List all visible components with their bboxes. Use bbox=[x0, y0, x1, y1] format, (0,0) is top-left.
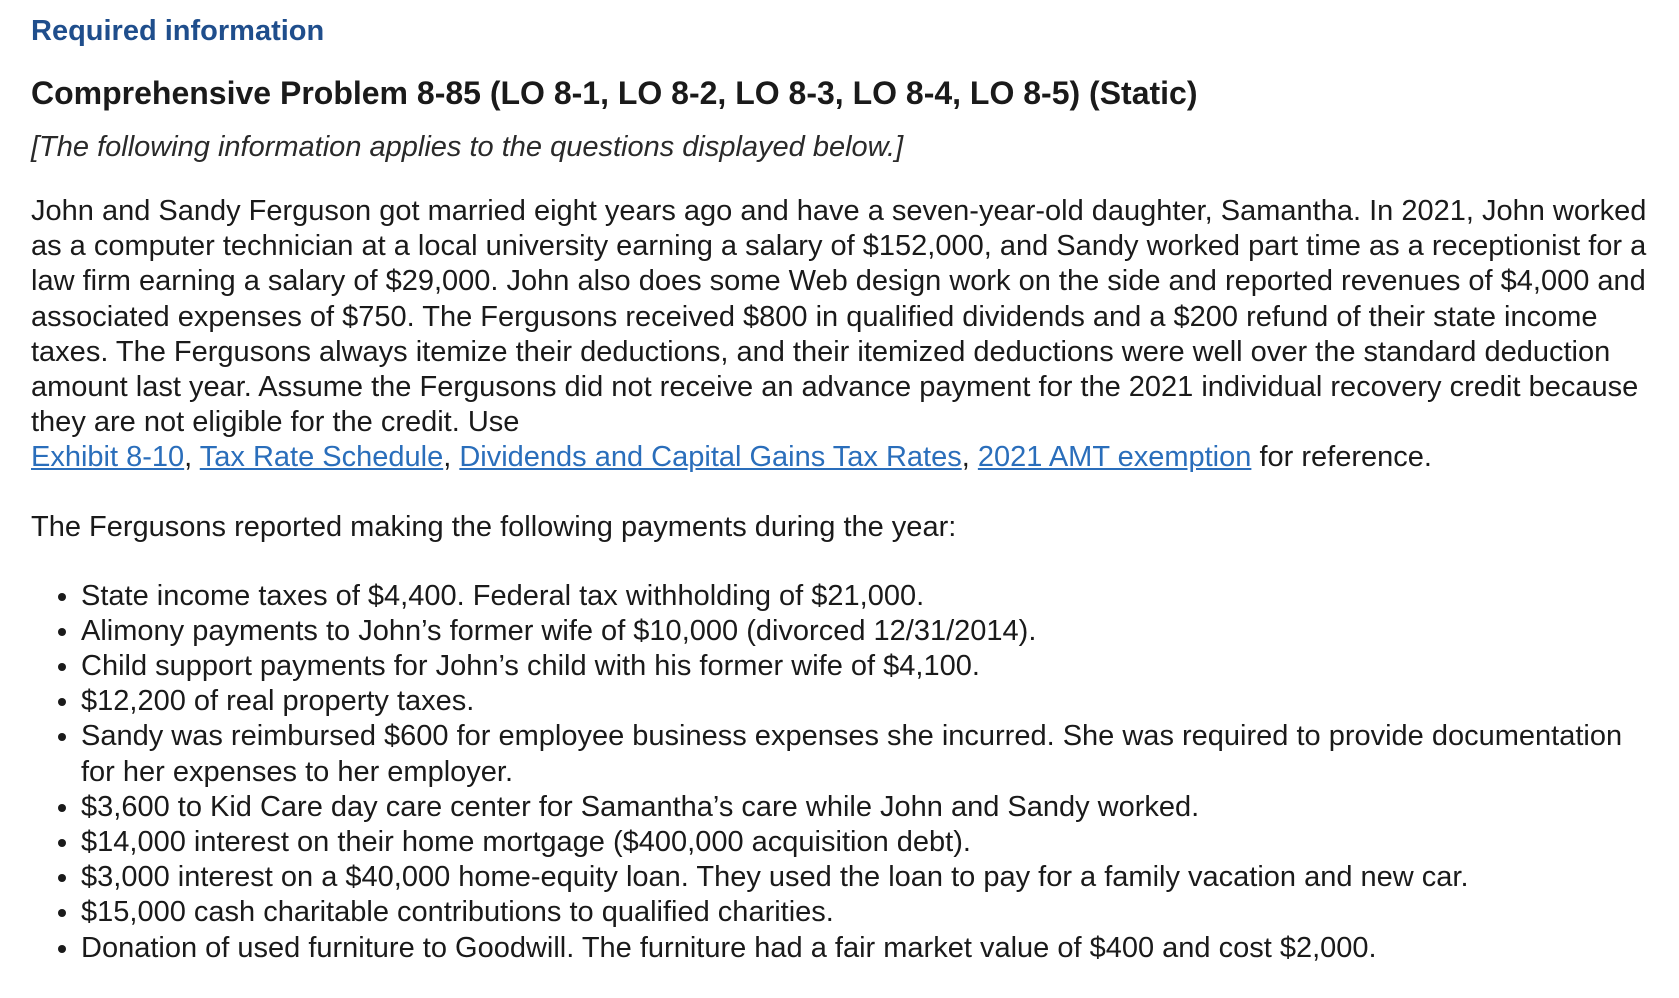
reference-suffix: for reference. bbox=[1259, 441, 1432, 474]
exhibit-8-10-link[interactable]: Exhibit 8-10 bbox=[31, 441, 185, 474]
list-item: • State income taxes of $4,400. Federal tax withholding of $21,000. bbox=[81, 579, 1649, 614]
amt-exemption-link[interactable]: 2021 AMT exemption bbox=[977, 441, 1252, 474]
problem-description-text: John and Sandy Ferguson got married eight years ago and have a seven-year-old daughter, Samantha. In 2021, John worked as a computer technician at a local university earning a salary of $152,000, and Sandy worked part time as a receptionist for a law firm earning a salary of $29,000. John also does some Web design work on the side and reported revenues of $4,000 and associated expenses of $750. The Fergusons received $800 in qualified dividends and a $200 refund of their state income taxes. The Fergusons always itemize their deductions, and their itemized deductions were well over the standard deduction amount last year. Assume the Fergusons did not receive an advance payment for the 2021 individual recovery credit because they are not eligible for the credit. Use bbox=[31, 195, 1647, 439]
list-item: • $15,000 cash charitable contributions to qualified charities. bbox=[81, 895, 1649, 930]
link-separator: , bbox=[443, 441, 452, 474]
dividends-capital-gains-rates-link[interactable]: Dividends and Capital Gains Tax Rates bbox=[459, 441, 962, 474]
list-item: • $14,000 interest on their home mortgage ($400,000 acquisition debt). bbox=[81, 825, 1649, 860]
list-item: • Alimony payments to John’s former wife of $10,000 (divorced 12/31/2014). bbox=[81, 614, 1649, 649]
payments-intro: The Fergusons reported making the following payments during the year: bbox=[31, 510, 957, 543]
list-item: • Donation of used furniture to Goodwill. The furniture had a fair market value of $400 and cost $2,000. bbox=[81, 931, 1649, 966]
intro-note: [The following information applies to the questions displayed below.] bbox=[31, 131, 904, 163]
problem-title: Comprehensive Problem 8-85 (LO 8-1, LO 8-2, LO 8-3, LO 8-4, LO 8-5) (Static) bbox=[31, 75, 1198, 111]
list-item: • Child support payments for John’s child with his former wife of $4,100. bbox=[81, 649, 1649, 684]
link-separator: , bbox=[961, 441, 970, 474]
list-item: • $12,200 of real property taxes. bbox=[81, 684, 1649, 719]
required-information-label: Required information bbox=[31, 15, 325, 47]
list-item: • Sandy was reimbursed $600 for employee business expenses she incurred. She was required to provide documentation for her expenses to her employer. bbox=[81, 719, 1649, 789]
link-separator: , bbox=[184, 441, 193, 474]
list-item: • $3,600 to Kid Care day care center for Samantha’s care while John and Sandy worked. bbox=[81, 790, 1649, 825]
tax-rate-schedule-link[interactable]: Tax Rate Schedule bbox=[199, 441, 444, 474]
payments-list bbox=[31, 579, 1649, 966]
list-item: • $3,000 interest on a $40,000 home-equity loan. They used the loan to pay for a family vacation and new car. bbox=[81, 860, 1649, 895]
problem-description bbox=[31, 194, 1649, 476]
